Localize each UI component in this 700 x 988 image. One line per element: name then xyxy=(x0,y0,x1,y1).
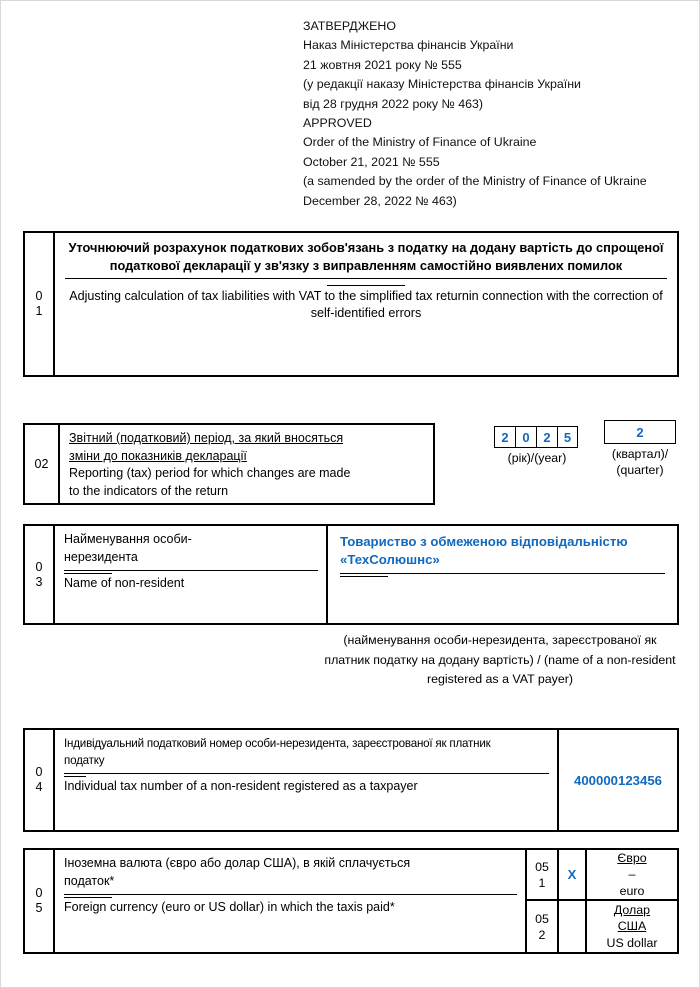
section-04-number-bottom: 4 xyxy=(35,780,43,794)
option-1-code-top: 05 xyxy=(535,859,549,874)
section-04-value-cell[interactable] xyxy=(559,730,677,830)
section-04 xyxy=(23,728,679,832)
option-2-currency-sep: США xyxy=(617,919,647,934)
option-1-code-bottom: 1 xyxy=(538,875,546,890)
section-05-currency-column xyxy=(587,850,677,952)
section-02-label-en-line1: Reporting (tax) period for which changes are made xyxy=(69,466,351,480)
option-1-checkbox[interactable] xyxy=(559,850,585,901)
section-04-number-top: 0 xyxy=(35,765,43,779)
section-03-value-line2: «ТехСолюшнс» xyxy=(340,552,440,567)
option-1-currency-ua: Євро xyxy=(617,850,647,865)
section-01-number xyxy=(25,233,55,375)
section-05-divider-long xyxy=(64,894,517,895)
section-03-value-line1: Товариство з обмеженою відповідальністю xyxy=(340,534,628,549)
quarter-caption-line1: (квартал)/ xyxy=(611,447,669,461)
year-digit-4[interactable]: 5 xyxy=(557,426,578,448)
section-02-label-ua-line1: Звітний (податковий) період, за який вносяться xyxy=(69,431,344,445)
section-03-number-bottom: 3 xyxy=(35,574,43,589)
section-04-label-ua-line2: податку xyxy=(64,754,105,767)
section-03 xyxy=(23,524,679,625)
section-03-caption: (найменування особи-нерезидента, зареєстрованої як платник податку на додану вартість) / (name of a non-resident registered as a VAT payer) xyxy=(324,633,676,686)
section-05-label-ua-line2: податок* xyxy=(64,873,115,888)
option-1-currency-sep: – xyxy=(628,867,636,882)
approval-line-10: December 28, 2022 № 463) xyxy=(303,193,457,208)
section-05-number-top: 0 xyxy=(35,886,43,900)
approval-line-1: ЗАТВЕРДЖЕНО xyxy=(303,19,396,33)
option-2-currency-ua: Долар xyxy=(613,902,651,917)
section-03-value-divider-short xyxy=(340,576,388,577)
section-05-number xyxy=(25,850,55,952)
option-1-currency xyxy=(587,850,677,901)
section-03-label-divider-short xyxy=(64,573,112,574)
option-2-code xyxy=(527,901,557,952)
section-05-label-cell xyxy=(55,850,527,952)
section-03-value-cell[interactable] xyxy=(328,526,677,623)
approval-line-4: (у редакції наказу Міністерства фінансів України xyxy=(303,77,581,92)
section-01 xyxy=(23,231,679,377)
approval-line-6: APPROVED xyxy=(303,116,372,131)
section-02-number xyxy=(25,425,60,503)
section-04-value: 400000123456 xyxy=(573,772,662,788)
option-2-code-bottom: 2 xyxy=(538,927,546,942)
section-03-number xyxy=(25,526,55,623)
section-05-number-bottom: 5 xyxy=(35,901,43,915)
section-04-label-cell xyxy=(55,730,559,830)
approval-header xyxy=(303,17,683,211)
section-03-label-divider-long xyxy=(64,570,318,571)
option-1-currency-en: euro xyxy=(619,883,645,898)
approval-line-7: Order of the Ministry of Finance of Ukraine xyxy=(303,135,537,150)
section-01-divider-long xyxy=(65,278,667,279)
year-caption: (рік)/(year) xyxy=(507,451,567,465)
section-04-divider-short xyxy=(64,776,86,777)
option-2-code-top: 05 xyxy=(535,911,549,926)
approval-line-3: 21 жовтня 2021 року № 555 xyxy=(303,57,462,72)
section-03-label-ua-line2: нерезидента xyxy=(64,549,138,564)
section-02-label-ua-line2: зміни до показників декларації xyxy=(69,448,247,463)
section-03-number-top: 0 xyxy=(35,559,43,574)
section-01-title-ua: Уточнюючий розрахунок податкових зобов'язань з податку на додану вартість до спрощеної податкової декларації у зв'язку з виправленням самостійно виявлених помилок xyxy=(68,240,664,273)
section-04-label-en: Individual tax number of a non-resident registered as a taxpayer xyxy=(64,779,418,793)
quarter-input[interactable]: 2 xyxy=(604,420,676,444)
approval-line-5: від 28 грудня 2022 року № 463) xyxy=(303,96,484,111)
year-digit-3[interactable]: 2 xyxy=(536,426,557,448)
section-05-mark-column xyxy=(559,850,587,952)
year-field-group xyxy=(494,426,580,466)
section-01-number-bottom: 1 xyxy=(35,304,43,318)
section-02-label-en-line2: to the indicators of the return xyxy=(69,483,229,498)
section-03-label-ua-line1: Найменування особи- xyxy=(64,532,192,546)
section-03-label-cell xyxy=(55,526,328,623)
quarter-field-group xyxy=(599,420,681,478)
section-01-body xyxy=(55,233,677,375)
section-04-label-ua-line1: Індивідуальний податковий номер особи-нерезидента, зареєстрованої як платник xyxy=(64,737,491,750)
option-1-code xyxy=(527,850,557,901)
section-01-divider-short xyxy=(327,285,405,286)
option-2-currency-en: US dollar xyxy=(606,935,658,950)
option-2-currency xyxy=(587,901,677,952)
section-05-label-en: Foreign currency (euro or US dollar) in which the taxis paid* xyxy=(64,900,395,914)
section-02-number-value: 02 xyxy=(34,456,49,471)
section-05-code-column xyxy=(527,850,559,952)
year-digit-1[interactable]: 2 xyxy=(494,426,515,448)
option-1-check-mark: X xyxy=(567,866,577,882)
section-05 xyxy=(23,848,679,954)
section-01-number-top: 0 xyxy=(35,289,43,303)
approval-line-9: (a samended by the order of the Ministry of Finance of Ukraine xyxy=(303,174,647,189)
approval-line-8: October 21, 2021 № 555 xyxy=(303,154,440,169)
section-03-label-en: Name of non-resident xyxy=(64,576,185,590)
approval-line-2: Наказ Міністерства фінансів України xyxy=(303,38,514,53)
section-04-divider-long xyxy=(64,773,549,774)
year-digit-2[interactable]: 0 xyxy=(515,426,536,448)
section-05-label-ua-line1: Іноземна валюта (євро або долар США), в якій сплачується xyxy=(64,856,411,870)
quarter-caption-line2: (quarter) xyxy=(616,463,664,477)
section-02 xyxy=(23,423,435,505)
section-02-body xyxy=(60,425,433,503)
section-01-title-en: Adjusting calculation of tax liabilities with VAT to the simplified tax returnin connection with the correction of self-identified errors xyxy=(69,289,663,320)
section-05-divider-short xyxy=(64,897,112,898)
section-03-value-divider-long xyxy=(340,573,665,574)
year-digit-boxes[interactable] xyxy=(494,426,580,448)
section-04-number xyxy=(25,730,55,830)
option-2-checkbox[interactable] xyxy=(559,901,585,952)
